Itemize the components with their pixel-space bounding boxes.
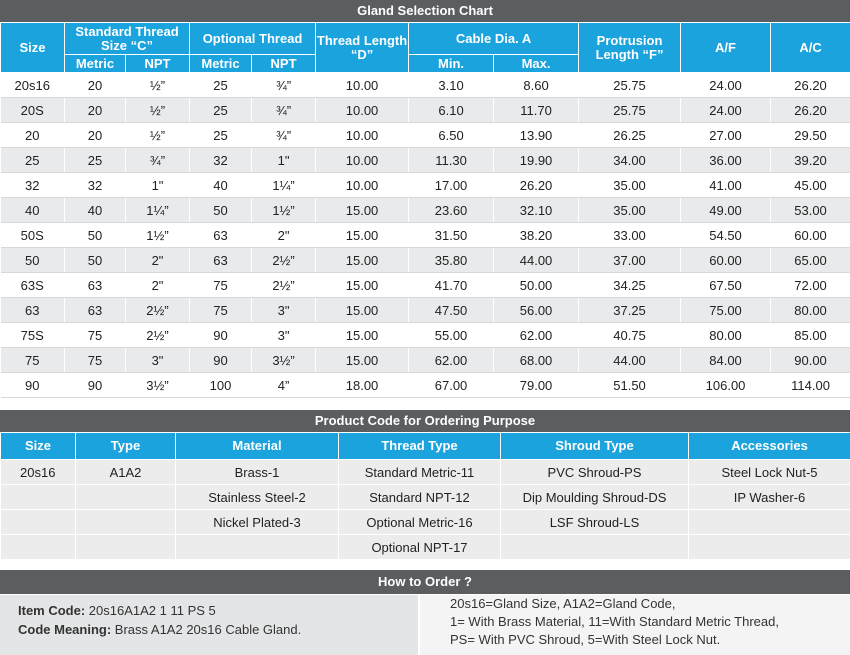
- table-cell: 2½”: [252, 273, 316, 298]
- table-cell: 25: [190, 73, 252, 98]
- table-cell: 39.20: [771, 148, 850, 173]
- table-cell: 114.00: [771, 373, 850, 398]
- table-cell: 80.00: [771, 298, 850, 323]
- table-cell: 3": [252, 298, 316, 323]
- table-cell: 47.50: [409, 298, 494, 323]
- table-cell: 25: [190, 123, 252, 148]
- table-cell: Optional Metric-16: [339, 510, 501, 535]
- table-cell: Steel Lock Nut-5: [689, 460, 850, 485]
- table-cell: 44.00: [494, 248, 579, 273]
- product-header: Shroud Type: [501, 433, 689, 460]
- table-cell: 90.00: [771, 348, 850, 373]
- table-cell: 75: [65, 323, 126, 348]
- table-cell: ¾”: [252, 98, 316, 123]
- table-cell: 18.00: [316, 373, 409, 398]
- table-cell: 15.00: [316, 223, 409, 248]
- table-cell: 55.00: [409, 323, 494, 348]
- table-cell: 41.70: [409, 273, 494, 298]
- table-cell: 20S: [1, 98, 65, 123]
- table-cell: 8.60: [494, 73, 579, 98]
- code-meaning-line: [18, 620, 418, 639]
- how-to-order-title: How to Order ?: [0, 570, 850, 594]
- table-cell: 54.50: [681, 223, 771, 248]
- table-cell: 62.00: [494, 323, 579, 348]
- table-cell: 6.50: [409, 123, 494, 148]
- table-cell: 20: [65, 123, 126, 148]
- table-cell: 41.00: [681, 173, 771, 198]
- gland-selection-table: [0, 22, 850, 398]
- table-cell: [689, 535, 850, 560]
- table-cell: 20: [1, 123, 65, 148]
- table-row: [1, 510, 850, 535]
- table-cell: 25: [1, 148, 65, 173]
- header-ac: A/C: [771, 23, 850, 73]
- header-max: Max.: [494, 55, 579, 73]
- table-cell: 1¼”: [252, 173, 316, 198]
- table-cell: LSF Shroud-LS: [501, 510, 689, 535]
- table-cell: 20s16: [1, 460, 76, 485]
- table-cell: ¾”: [252, 123, 316, 148]
- table-cell: 38.20: [494, 223, 579, 248]
- table-cell: 75S: [1, 323, 65, 348]
- table-cell: 63: [65, 298, 126, 323]
- product-code-title: Product Code for Ordering Purpose: [0, 410, 850, 432]
- table-cell: 40: [190, 173, 252, 198]
- explanation-line: PS= With PVC Shroud, 5=With Steel Lock Nut.: [450, 632, 721, 647]
- table-cell: 56.00: [494, 298, 579, 323]
- header-protrusion: Protrusion Length “F”: [579, 23, 681, 73]
- table-cell: 67.50: [681, 273, 771, 298]
- table-cell: 10.00: [316, 73, 409, 98]
- table-cell: 19.90: [494, 148, 579, 173]
- table-cell: 33.00: [579, 223, 681, 248]
- table-cell: 34.25: [579, 273, 681, 298]
- table-cell: 10.00: [316, 148, 409, 173]
- code-meaning-value: Brass A1A2 20s16 Cable Gland.: [111, 622, 302, 637]
- table-cell: 84.00: [681, 348, 771, 373]
- explanation-line: 1= With Brass Material, 11=With Standard Metric Thread,: [450, 614, 779, 629]
- table-row: [1, 373, 850, 398]
- table-cell: 63: [190, 223, 252, 248]
- table-cell: 15.00: [316, 348, 409, 373]
- table-cell: 15.00: [316, 198, 409, 223]
- table-cell: Standard Metric-11: [339, 460, 501, 485]
- table-cell: 25.75: [579, 73, 681, 98]
- item-code-value: 20s16A1A2 1 11 PS 5: [85, 603, 216, 618]
- product-header: Accessories: [689, 433, 850, 460]
- table-cell: 1": [252, 148, 316, 173]
- table-cell: 65.00: [771, 248, 850, 273]
- table-cell: 20: [65, 98, 126, 123]
- table-cell: 50: [190, 198, 252, 223]
- table-cell: 26.20: [771, 98, 850, 123]
- table-cell: 15.00: [316, 248, 409, 273]
- table-cell: 1¼”: [126, 198, 190, 223]
- table-cell: ½”: [126, 73, 190, 98]
- table-cell: 15.00: [316, 323, 409, 348]
- table-cell: 32.10: [494, 198, 579, 223]
- table-cell: 25: [65, 148, 126, 173]
- table-cell: PVC Shroud-PS: [501, 460, 689, 485]
- table-cell: 40.75: [579, 323, 681, 348]
- item-code-label: Item Code:: [18, 603, 86, 618]
- table-cell: 63: [65, 273, 126, 298]
- table-cell: Standard NPT-12: [339, 485, 501, 510]
- gland-selection-title: Gland Selection Chart: [0, 0, 850, 22]
- table-cell: 2": [126, 248, 190, 273]
- table-cell: 11.30: [409, 148, 494, 173]
- table-cell: 90: [1, 373, 65, 398]
- table-cell: 32: [190, 148, 252, 173]
- table-cell: 37.00: [579, 248, 681, 273]
- table-cell: 1½”: [252, 198, 316, 223]
- header-min: Min.: [409, 55, 494, 73]
- table-cell: 2": [252, 223, 316, 248]
- table-cell: 24.00: [681, 73, 771, 98]
- table-row: [1, 98, 850, 123]
- item-code-line: [18, 601, 418, 620]
- table-cell: 26.20: [494, 173, 579, 198]
- table-cell: 10.00: [316, 173, 409, 198]
- table-cell: 75.00: [681, 298, 771, 323]
- header-standard-thread: Standard Thread Size “C”: [65, 23, 190, 55]
- table-cell: 20: [65, 73, 126, 98]
- table-cell: 75: [65, 348, 126, 373]
- table-cell: 27.00: [681, 123, 771, 148]
- header-optional-metric: Metric: [190, 55, 252, 73]
- header-optional-thread: Optional Thread: [190, 23, 316, 55]
- table-cell: 15.00: [316, 298, 409, 323]
- table-row: [1, 485, 850, 510]
- table-cell: 17.00: [409, 173, 494, 198]
- table-cell: 15.00: [316, 273, 409, 298]
- table-cell: 80.00: [681, 323, 771, 348]
- table-cell: 49.00: [681, 198, 771, 223]
- table-row: [1, 460, 850, 485]
- table-cell: 2½”: [252, 248, 316, 273]
- table-cell: 60.00: [771, 223, 850, 248]
- table-row: [1, 248, 850, 273]
- table-cell: 63: [1, 298, 65, 323]
- table-cell: 2½”: [126, 298, 190, 323]
- product-header: Thread Type: [339, 433, 501, 460]
- table-cell: 67.00: [409, 373, 494, 398]
- table-cell: 75: [190, 273, 252, 298]
- header-standard-metric: Metric: [65, 55, 126, 73]
- order-example: [0, 595, 418, 655]
- table-cell: 6.10: [409, 98, 494, 123]
- table-cell: 32: [1, 173, 65, 198]
- table-cell: 3": [126, 348, 190, 373]
- table-cell: 75: [1, 348, 65, 373]
- table-cell: 106.00: [681, 373, 771, 398]
- table-cell: 68.00: [494, 348, 579, 373]
- table-cell: 1": [126, 173, 190, 198]
- table-cell: 35.80: [409, 248, 494, 273]
- table-cell: 25: [190, 98, 252, 123]
- table-cell: A1A2: [76, 460, 176, 485]
- product-code-table: [0, 432, 850, 560]
- table-cell: ¾”: [126, 148, 190, 173]
- header-standard-npt: NPT: [126, 55, 190, 73]
- table-row: [1, 298, 850, 323]
- table-cell: 20s16: [1, 73, 65, 98]
- table-row: [1, 173, 850, 198]
- table-cell: 50: [65, 223, 126, 248]
- table-cell: 13.90: [494, 123, 579, 148]
- table-row: [1, 73, 850, 98]
- table-row: [1, 273, 850, 298]
- table-cell: 62.00: [409, 348, 494, 373]
- table-cell: 40: [1, 198, 65, 223]
- table-cell: 2": [126, 273, 190, 298]
- table-cell: 25.75: [579, 98, 681, 123]
- table-row: [1, 198, 850, 223]
- table-cell: 40: [65, 198, 126, 223]
- table-cell: 10.00: [316, 98, 409, 123]
- table-cell: 90: [65, 373, 126, 398]
- table-cell: Dip Moulding Shroud-DS: [501, 485, 689, 510]
- table-cell: 45.00: [771, 173, 850, 198]
- table-cell: 60.00: [681, 248, 771, 273]
- table-cell: [689, 510, 850, 535]
- table-cell: 35.00: [579, 198, 681, 223]
- table-cell: 53.00: [771, 198, 850, 223]
- table-cell: 50.00: [494, 273, 579, 298]
- table-cell: 79.00: [494, 373, 579, 398]
- table-cell: 10.00: [316, 123, 409, 148]
- header-af: A/F: [681, 23, 771, 73]
- table-cell: 3½”: [126, 373, 190, 398]
- order-explanation: [420, 595, 850, 655]
- table-cell: [76, 485, 176, 510]
- table-cell: 37.25: [579, 298, 681, 323]
- table-row: [1, 323, 850, 348]
- table-cell: 63: [190, 248, 252, 273]
- header-size: Size: [1, 23, 65, 73]
- table-row: [1, 223, 850, 248]
- table-cell: 72.00: [771, 273, 850, 298]
- table-cell: 29.50: [771, 123, 850, 148]
- table-cell: 50: [65, 248, 126, 273]
- table-cell: 3": [252, 323, 316, 348]
- table-cell: Brass-1: [176, 460, 339, 485]
- header-cable-dia: Cable Dia. A: [409, 23, 579, 55]
- table-cell: Optional NPT-17: [339, 535, 501, 560]
- header-thread-length: Thread Length “D”: [316, 23, 409, 73]
- table-cell: 85.00: [771, 323, 850, 348]
- table-cell: [76, 510, 176, 535]
- product-header: Material: [176, 433, 339, 460]
- table-cell: ½”: [126, 123, 190, 148]
- table-cell: [1, 485, 76, 510]
- table-cell: [176, 535, 339, 560]
- table-cell: 31.50: [409, 223, 494, 248]
- table-cell: 2½”: [126, 323, 190, 348]
- product-header: Type: [76, 433, 176, 460]
- table-cell: 32: [65, 173, 126, 198]
- table-cell: ½”: [126, 98, 190, 123]
- table-cell: 51.50: [579, 373, 681, 398]
- code-meaning-label: Code Meaning:: [18, 622, 112, 637]
- table-cell: Stainless Steel-2: [176, 485, 339, 510]
- table-row: [1, 348, 850, 373]
- table-cell: 26.20: [771, 73, 850, 98]
- table-cell: ¾”: [252, 73, 316, 98]
- table-cell: 24.00: [681, 98, 771, 123]
- table-cell: 23.60: [409, 198, 494, 223]
- table-cell: 90: [190, 348, 252, 373]
- table-cell: 75: [190, 298, 252, 323]
- table-cell: 3½”: [252, 348, 316, 373]
- table-row: [1, 535, 850, 560]
- table-cell: 35.00: [579, 173, 681, 198]
- table-cell: 50: [1, 248, 65, 273]
- table-cell: 100: [190, 373, 252, 398]
- header-optional-npt: NPT: [252, 55, 316, 73]
- table-cell: [1, 535, 76, 560]
- table-cell: 11.70: [494, 98, 579, 123]
- table-cell: [76, 535, 176, 560]
- product-header: Size: [1, 433, 76, 460]
- table-row: [1, 148, 850, 173]
- table-cell: IP Washer-6: [689, 485, 850, 510]
- table-cell: [1, 510, 76, 535]
- table-cell: 90: [190, 323, 252, 348]
- table-cell: 4”: [252, 373, 316, 398]
- table-cell: Nickel Plated-3: [176, 510, 339, 535]
- table-row: [1, 123, 850, 148]
- explanation-line: 20s16=Gland Size, A1A2=Gland Code,: [450, 596, 676, 611]
- table-cell: 36.00: [681, 148, 771, 173]
- table-cell: 44.00: [579, 348, 681, 373]
- table-cell: 50S: [1, 223, 65, 248]
- table-cell: 26.25: [579, 123, 681, 148]
- table-cell: 63S: [1, 273, 65, 298]
- table-cell: [501, 535, 689, 560]
- table-cell: 34.00: [579, 148, 681, 173]
- table-cell: 3.10: [409, 73, 494, 98]
- table-cell: 1½”: [126, 223, 190, 248]
